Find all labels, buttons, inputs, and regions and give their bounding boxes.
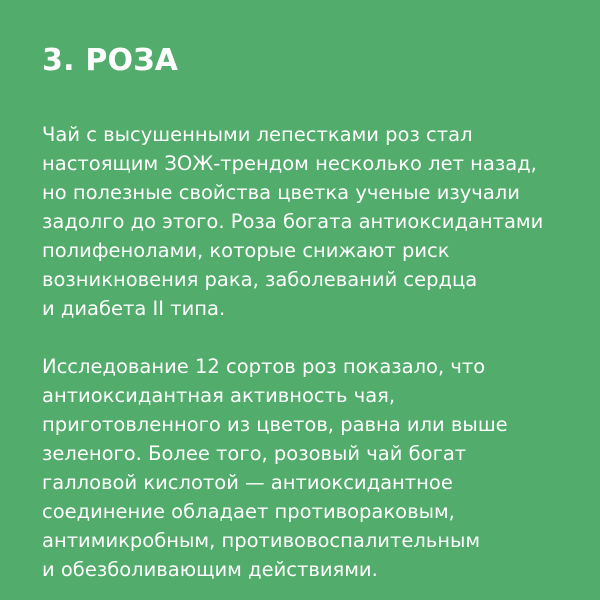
text-line: галловой кислотой — антиоксидантное <box>42 471 453 494</box>
paragraph-research <box>42 352 560 584</box>
text-line: зеленого. Более того, розовый чай богат <box>42 442 467 465</box>
text-line: и диабета II типа. <box>42 297 226 320</box>
section-heading: 3. РОЗА <box>42 43 179 78</box>
body-text <box>42 120 560 584</box>
text-line: настоящим ЗОЖ-трендом несколько лет назад, <box>42 152 537 175</box>
text-line: Чай с высушенными лепестками роз стал <box>42 123 473 146</box>
text-line: приготовленного из цветов, равна или выше <box>42 413 508 436</box>
text-line: и обезболивающим действиями. <box>42 558 378 581</box>
text-line: возникновения рака, заболеваний сердца <box>42 268 478 291</box>
text-line: но полезные свойства цветка ученые изучали <box>42 181 520 204</box>
text-line: соединение обладает противораковым, <box>42 500 455 523</box>
text-line: антимикробным, противовоспалительным <box>42 529 481 552</box>
text-line: задолго до этого. Роза богата антиоксидантами <box>42 210 544 233</box>
paragraph-rose-benefits <box>42 120 560 323</box>
text-line: антиоксидантная активность чая, <box>42 384 396 407</box>
text-line: полифенолами, которые снижают риск <box>42 239 450 262</box>
text-line: Исследование 12 сортов роз показало, что <box>42 355 486 378</box>
